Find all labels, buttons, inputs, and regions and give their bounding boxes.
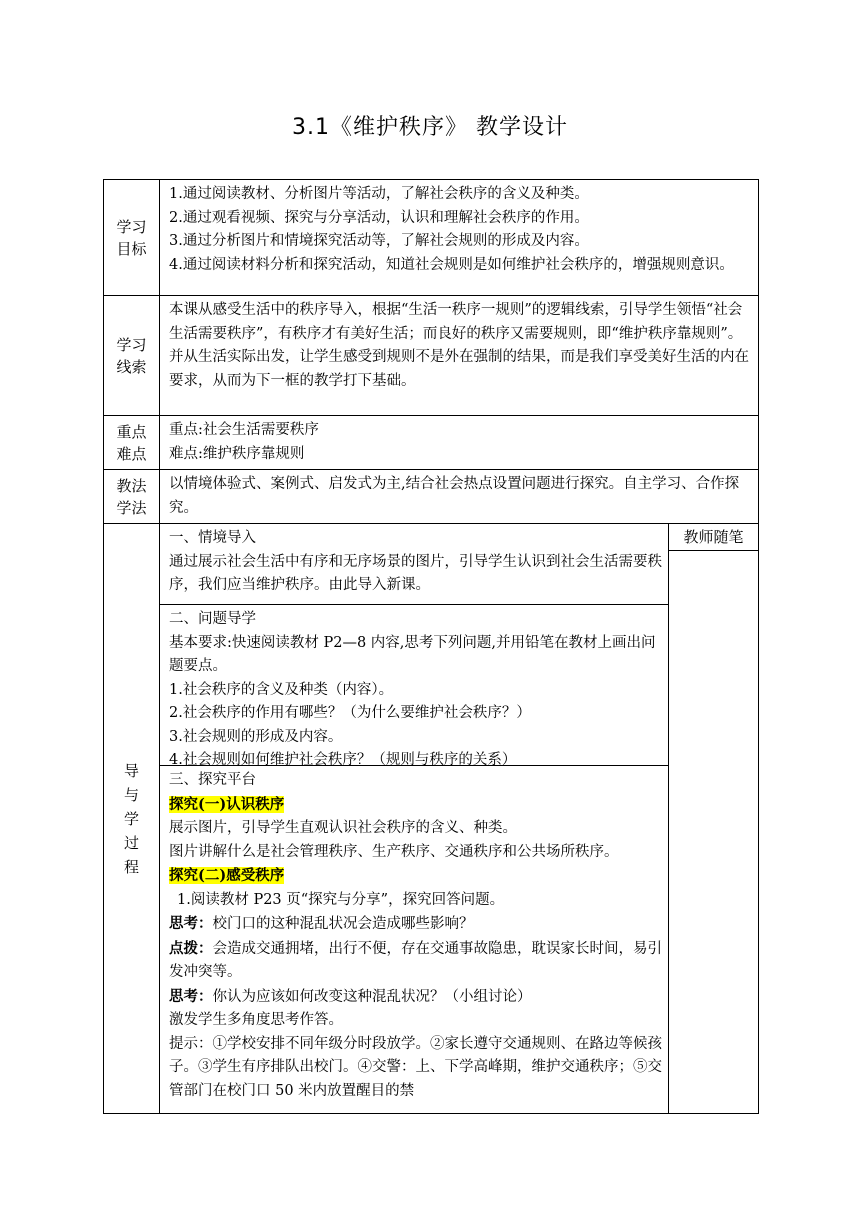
tips-text: 提示：①学校安排不同年级分时段放学。②家长遵守交通规则、在路边等候孩子。③学生有序排队出校门。④交警：上、下学高峰期，维护交通秩序；⑤交管部门在校门口 50 米内放置醒目的禁 bbox=[169, 1035, 662, 1099]
key-points-label-text: 重点难点 bbox=[116, 422, 147, 463]
think2-text: 你认为应该如何改变这种混乱状况？（小组讨论） bbox=[212, 988, 532, 1005]
explore1-text: 图片讲解什么是社会管理秩序、生产秩序、交通秩序和公共场所秩序。 bbox=[169, 843, 619, 860]
lesson-plan-table bbox=[103, 179, 759, 1114]
objective-item: 4.通过阅读材料分析和探究活动，知道社会规则是如何维护社会秩序的，增强规则意识。 bbox=[169, 256, 734, 273]
section-heading: 二、问题导学 bbox=[169, 611, 256, 627]
objectives-row bbox=[104, 180, 759, 296]
objectives-content bbox=[160, 180, 759, 296]
section-intro bbox=[160, 524, 668, 605]
section-heading: 一、情境导入 bbox=[169, 530, 256, 546]
section-text: 通过展示社会生活中有序和无序场景的图片，引导学生认识到社会生活需要秩序，我们应当维护秩序。由此导入新课。 bbox=[169, 553, 662, 593]
process-label-char: 与 bbox=[123, 785, 139, 804]
section-requirement: 基本要求:快速阅读教材 P2—8 内容,思考下列问题,并用铅笔在教材上画出问题要点。 bbox=[169, 634, 656, 674]
section-explore bbox=[160, 766, 668, 1112]
key-points-content bbox=[160, 416, 759, 470]
teacher-notes-header: 教师随笔 bbox=[669, 524, 758, 551]
process-row bbox=[104, 524, 759, 1114]
explore1-title: 探究(一)认识秩序 bbox=[169, 795, 285, 813]
teacher-notes bbox=[669, 524, 759, 1114]
hint-label: 点拨： bbox=[169, 939, 213, 957]
question-item: 4.社会规则如何维护社会秩序？（规则与秩序的关系） bbox=[169, 752, 517, 768]
think1-text: 校门口的这种混乱状况会造成哪些影响？ bbox=[212, 916, 474, 932]
think1-label: 思考： bbox=[169, 915, 213, 932]
methods-row bbox=[104, 470, 759, 524]
page-title: 3.1《维护秩序》 教学设计 bbox=[292, 115, 568, 140]
clue-label bbox=[104, 296, 160, 416]
question-item: 3.社会规则的形成及内容。 bbox=[169, 728, 343, 745]
objective-item: 1.通过阅读教材、分析图片等活动，了解社会秩序的含义及种类。 bbox=[169, 186, 589, 202]
objective-item: 3.通过分析图片和情境探究活动等，了解社会规则的形成及内容。 bbox=[169, 233, 589, 249]
explore2-title: 探究(二)感受秩序 bbox=[169, 867, 285, 884]
methods-label bbox=[104, 470, 160, 524]
hint bbox=[169, 937, 662, 985]
key-points-row bbox=[104, 416, 759, 470]
methods-label-text: 教法学法 bbox=[116, 476, 147, 517]
encourage-text: 激发学生多角度思考作答。 bbox=[169, 1012, 343, 1028]
question-item: 1.社会秩序的含义及种类（内容）。 bbox=[169, 681, 394, 698]
process-label-char: 学 bbox=[123, 809, 139, 828]
clue-text: 本课从感受生活中的秩序导入，根据“生活一秩序一规则”的逻辑线索，引导学生领悟“社会生活需要秩序”，有秩序才有美好生活；而良好的秩序又需要规则，即“维护秩序靠规则”。并从生活实际出发，让学生感受到规则不是外在强制的结果，而是我们享受美好生活的内在要求，从而为下一框的教学打下基础。 bbox=[169, 302, 749, 389]
key-point-text: 重点:社会生活需要秩序 bbox=[169, 422, 319, 438]
process-label-char: 程 bbox=[123, 857, 139, 876]
section-guided-questions bbox=[160, 605, 668, 766]
section-heading: 三、探究平台 bbox=[169, 772, 256, 788]
think2-label: 思考： bbox=[169, 987, 213, 1005]
explore1-text: 展示图片，引导学生直观认识社会秩序的含义、种类。 bbox=[169, 820, 517, 836]
process-label-char: 导 bbox=[123, 761, 139, 780]
methods-content bbox=[160, 470, 759, 524]
objectives-label bbox=[104, 180, 160, 296]
methods-text: 以情境体验式、案例式、启发式为主,结合社会热点设置问题进行探究。自主学习、合作探究。 bbox=[169, 476, 740, 516]
process-label bbox=[104, 524, 160, 1114]
objectives-label-text: 学习目标 bbox=[116, 217, 147, 258]
process-content bbox=[160, 524, 669, 1114]
process-label-char: 过 bbox=[123, 833, 139, 852]
clue-label-text: 学习线索 bbox=[116, 335, 147, 376]
hint-text: 会造成交通拥堵，出行不便，存在交通事故隐患，耽误家长时间，易引发冲突等。 bbox=[169, 940, 662, 980]
explore2-text: 1.阅读教材 P23 页“探究与分享”，探究回答问题。 bbox=[177, 891, 505, 908]
clue-row bbox=[104, 296, 759, 416]
difficulty-text: 难点:维护秩序靠规则 bbox=[169, 445, 305, 462]
question-item: 2.社会秩序的作用有哪些？（为什么要维护社会秩序？） bbox=[169, 705, 531, 721]
clue-content bbox=[160, 296, 759, 416]
think1 bbox=[169, 912, 662, 937]
think2 bbox=[169, 985, 662, 1010]
key-points-label bbox=[104, 416, 160, 470]
objective-item: 2.通过观看视频、探究与分享活动，认识和理解社会秩序的作用。 bbox=[169, 209, 589, 226]
